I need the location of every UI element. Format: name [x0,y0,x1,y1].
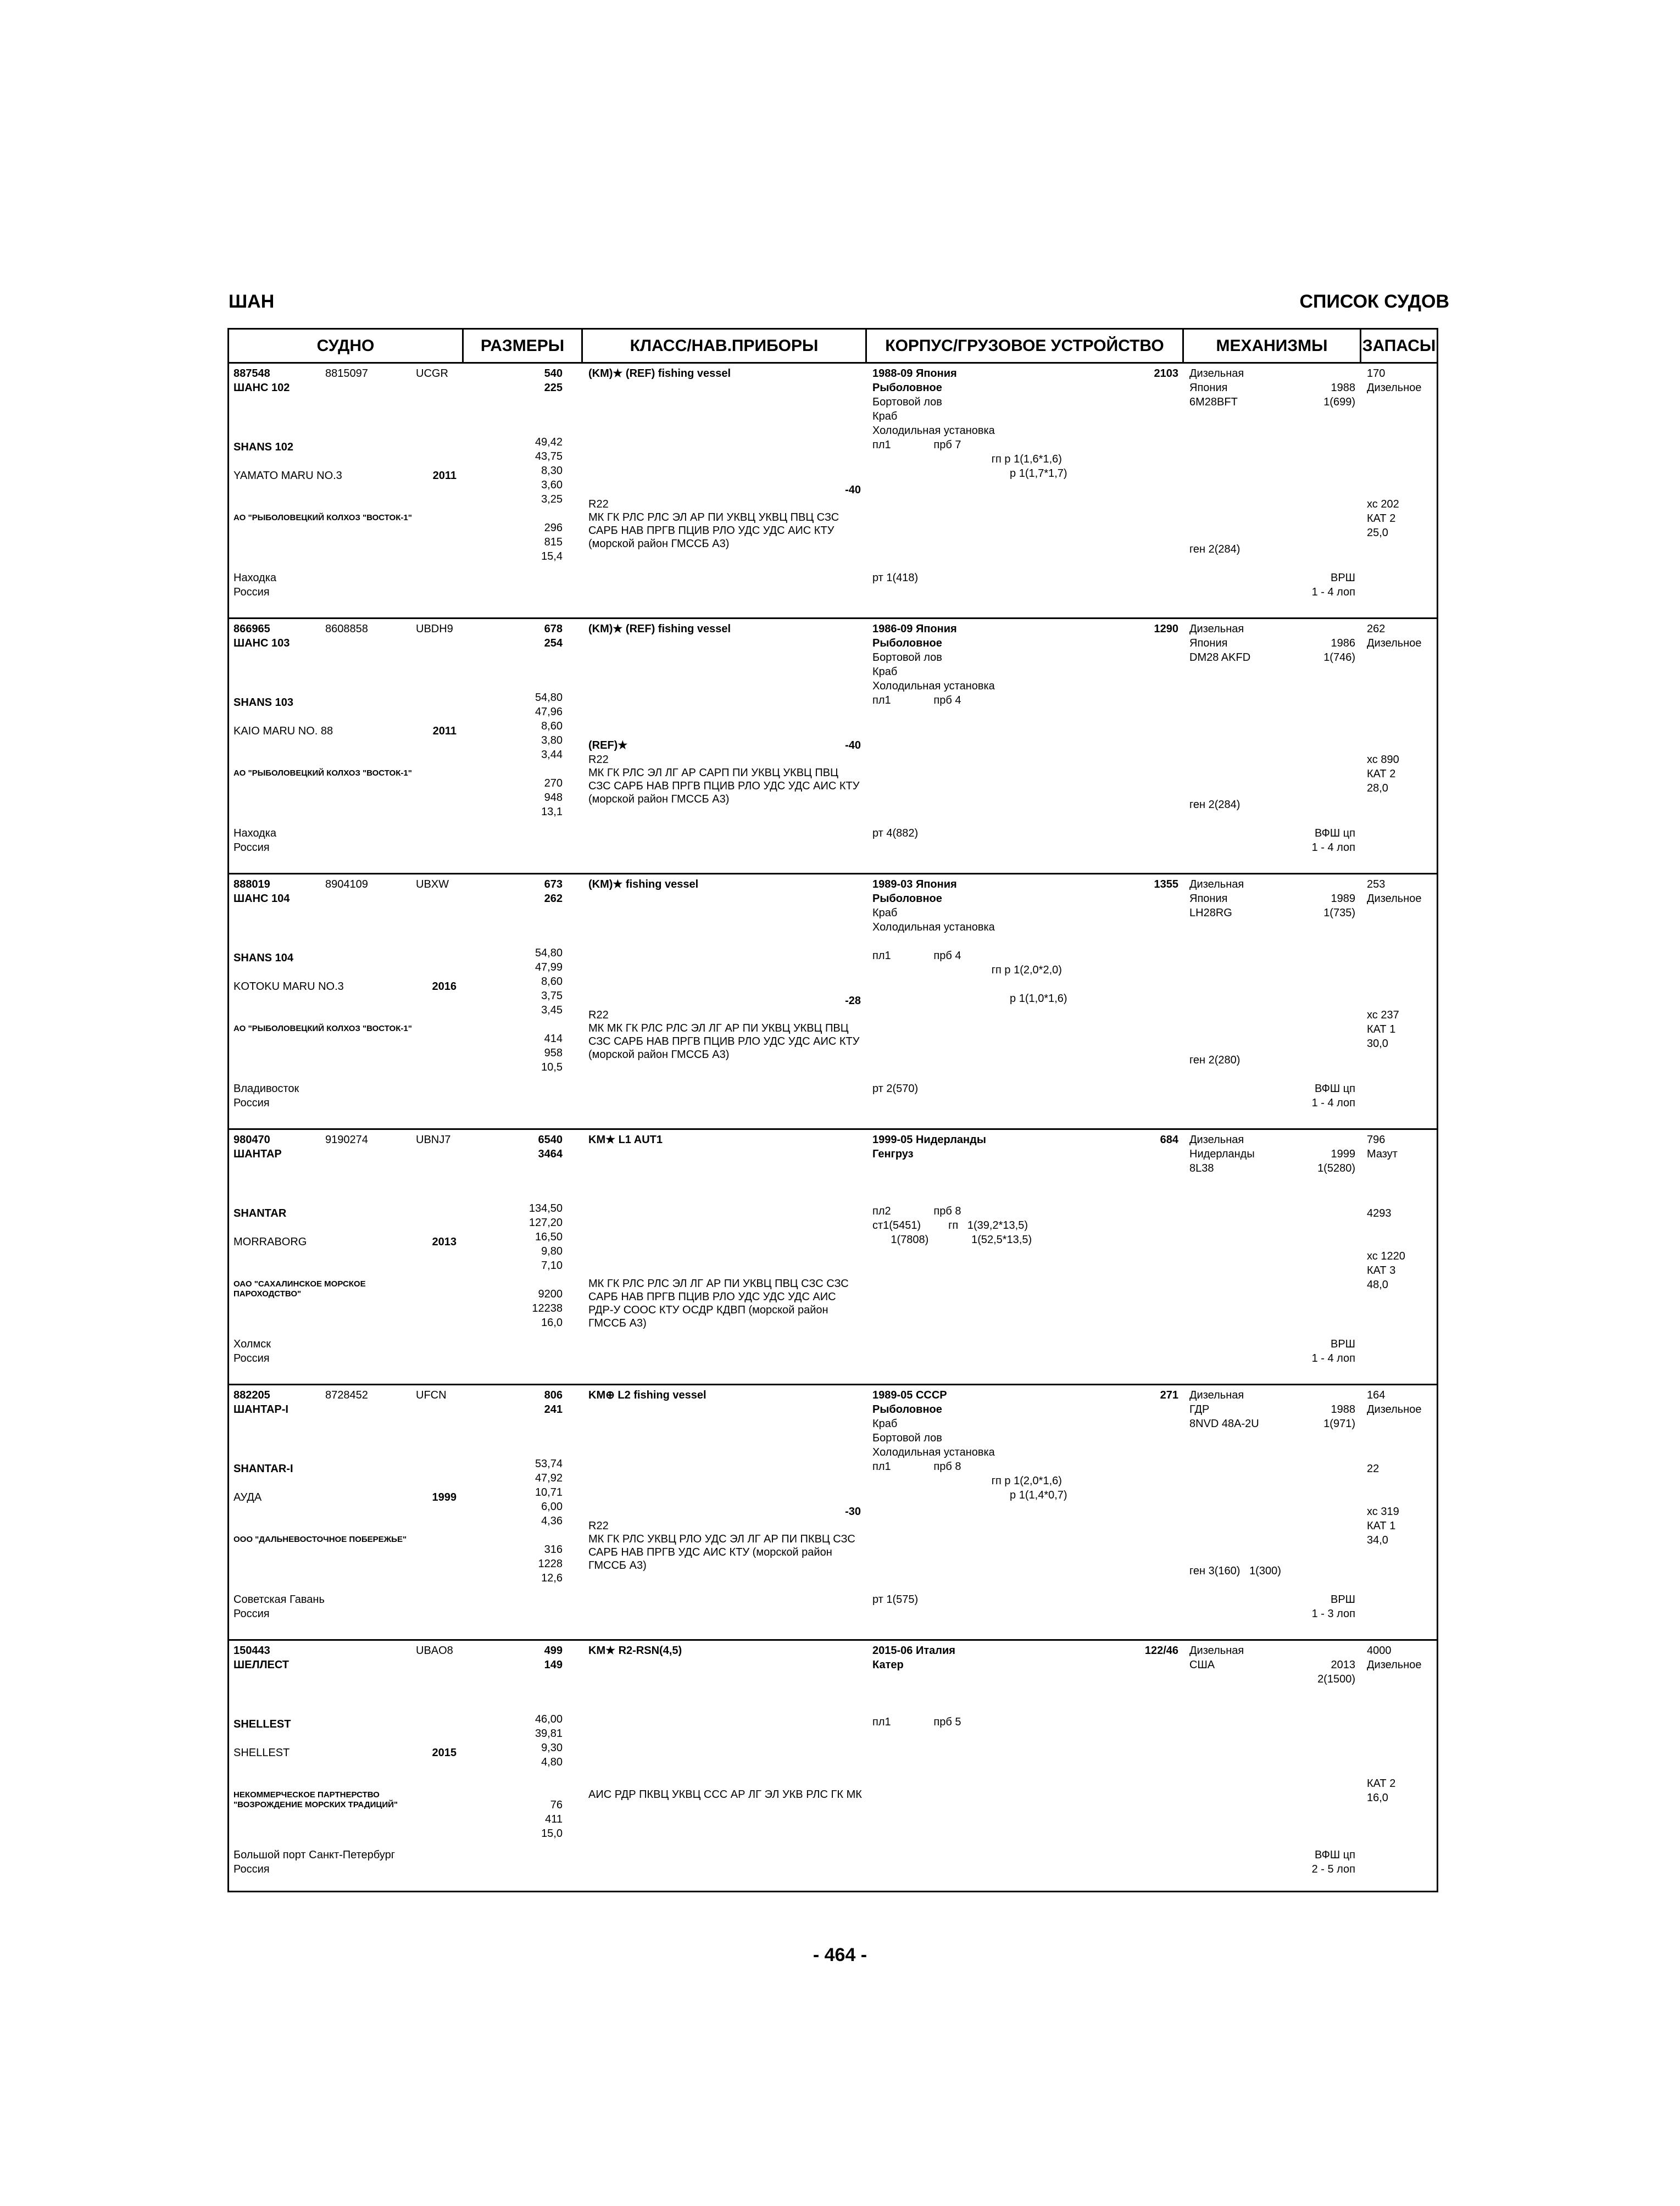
dimension-value: 414 [544,1033,563,1045]
dimension-value: 8,60 [541,976,563,988]
page-header-left: ШАН [229,291,275,312]
fuel-type: Мазут [1367,1148,1398,1160]
engine-line: Япония [1189,382,1228,394]
cargo-gear-line: р 1(1,0*1,6) [872,993,1067,1005]
dimension-value: 12,6 [541,1572,563,1584]
cargo-gear-line: пл1 прб 5 [872,1716,961,1728]
fuel-capacity: 262 [1367,623,1386,635]
call-sign: UBAO8 [416,1645,453,1657]
hull-type-line: Краб [872,1418,898,1430]
stores-line: КАТ 1 [1367,1023,1396,1035]
cargo-gear-line: ст1(5451) гп 1(39,2*13,5) [872,1219,1028,1232]
fuel-type: Дизельное [1367,382,1422,394]
net-tonnage: 254 [544,637,563,649]
vessel-latin-name: SHANS 103 [233,697,293,709]
design-temperature: -40 [845,739,861,751]
propeller-blades: 1 - 3 лоп [1311,1608,1355,1620]
propeller-blades: 1 - 4 лоп [1311,1097,1355,1109]
former-name: YAMATO MARU NO.3 [233,470,342,482]
ice-class: R22 [588,754,609,766]
dimension-value: 47,99 [535,961,563,973]
gross-tonnage: 678 [544,623,563,635]
imo-number: 8728452 [325,1389,368,1401]
dimension-value: 270 [544,777,563,789]
vessel-record [229,619,1437,874]
flag-country: Россия [233,842,270,854]
vessel-latin-name: SHANTAR-I [233,1463,293,1475]
propeller-blades: 2 - 5 лоп [1311,1863,1355,1875]
column-header-hull: КОРПУС/ГРУЗОВОЕ УСТРОЙСТВО [867,330,1184,364]
hull-code: 2103 [1154,367,1178,380]
propeller-type: ВРШ [1330,1338,1355,1350]
reefer-capacity: рт 1(418) [872,572,919,584]
generators: ген 2(284) [1189,543,1240,555]
dimension-value: 76 [550,1799,563,1811]
engine-power: 1(746) [1323,651,1355,664]
ship-register-table [227,328,1438,1892]
hull-type-line: Холодильная установка [872,1446,995,1458]
design-temperature: -30 [845,1506,861,1518]
stores-line: 34,0 [1367,1534,1388,1546]
build-year: 2016 [432,981,457,993]
hull-type-line: Генгруз [872,1148,914,1160]
hull-type-line: Рыболовное [872,637,942,649]
page-header-right: СПИСОК СУДОВ [1299,291,1449,312]
engine-year: 1986 [1331,637,1355,649]
stores-line: 16,0 [1367,1792,1388,1804]
class-notation: KM★ R2-RSN(4,5) [588,1645,682,1657]
reg-number: 866965 [233,623,270,635]
class-notation: (KM)★ (REF) fishing vessel [588,623,731,635]
propeller-blades: 1 - 4 лоп [1311,1352,1355,1364]
dimension-value: 8,30 [541,465,563,477]
generators: ген 2(284) [1189,799,1240,811]
cargo-gear-line: гп р 1(1,6*1,6) [872,453,1062,465]
reg-number: 882205 [233,1389,270,1401]
gross-tonnage: 540 [544,367,563,380]
flag-country: Россия [233,1863,270,1875]
dimension-values [464,1712,563,1841]
cargo-gear-line: пл1 прб 7 [872,439,961,451]
propeller-type: ВРШ [1330,572,1355,584]
call-sign: UBDH9 [416,623,453,635]
propeller-blades: 1 - 4 лоп [1311,586,1355,598]
reg-number: 888019 [233,878,270,890]
dimension-value [464,1784,563,1798]
build-year: 2015 [432,1747,457,1759]
hull-type-line: Бортовой лов [872,396,942,408]
dimension-value: 958 [544,1047,563,1059]
dimension-value: 15,4 [541,550,563,562]
build-date-country: 1988-09 Япония [872,367,957,380]
build-date-country: 1999-05 Нидерланды [872,1134,986,1146]
cargo-gear-line: пл1 прб 4 [872,950,961,962]
stores-line: хс 202 [1367,498,1399,510]
dimension-values [464,1201,563,1330]
generators: ген 3(160) 1(300) [1189,1565,1281,1577]
dimension-value [464,506,563,521]
generators: ген 2(280) [1189,1054,1240,1066]
ice-class: R22 [588,1520,609,1532]
dimension-value [464,1273,563,1287]
fuel-capacity: 170 [1367,367,1386,380]
owner-name: АО "РЫБОЛОВЕЦКИЙ КОЛХОЗ "ВОСТОК-1" [233,513,412,522]
dimension-value: 16,50 [535,1231,563,1243]
fuel-capacity: 253 [1367,878,1386,890]
ice-class: R22 [588,1009,609,1021]
cargo-gear-line: гп р 1(2,0*1,6) [872,1475,1062,1487]
dimension-value: 9,80 [541,1245,563,1257]
dimension-value: 46,00 [535,1713,563,1725]
engine-year: 1999 [1331,1148,1355,1160]
vessel-record [229,1641,1437,1896]
build-year: 2011 [432,725,457,737]
dimension-values [464,435,563,564]
reefer-capacity: рт 4(882) [872,827,919,839]
owner-name: ОАО "САХАЛИНСКОЕ МОРСКОЕ ПАРОХОДСТВО" [233,1279,366,1299]
dimension-value: 6,00 [541,1501,563,1513]
stores-line: КАТ 3 [1367,1264,1396,1277]
former-name: АУДА [233,1491,262,1503]
stores-line: 4293 [1367,1207,1392,1219]
vessel-record [229,364,1437,619]
navigation-equipment: МК ГК РЛС РЛС ЭЛ ЛГ АР ПИ УКВЦ ПВЦ СЗС СЗС САРБ НАВ ПРГВ ПЦИВ РЛО УДС УДС УДС АИС РДР-У СООС КТУ ОСДР КДВП (морской район ГМССБ А3) [588,1278,849,1329]
engine-line: Япония [1189,637,1228,649]
dimension-value: 3,80 [541,734,563,747]
vessel-latin-name: SHANTAR [233,1207,287,1219]
dimension-values [464,1457,563,1585]
dimension-value: 47,96 [535,706,563,718]
vessel-name: ШАНС 103 [233,637,290,649]
dimension-value: 4,36 [541,1515,563,1527]
reefer-capacity: рт 1(575) [872,1594,919,1606]
gross-tonnage: 6540 [538,1134,563,1146]
build-year: 2013 [432,1236,457,1248]
stores-line: КАТ 2 [1367,768,1396,780]
build-date-country: 1986-09 Япония [872,623,957,635]
design-temperature: -28 [845,995,861,1007]
imo-number: 9190274 [325,1134,368,1146]
vessel-latin-name: SHANS 102 [233,441,293,453]
cargo-gear-line: р 1(1,4*0,7) [872,1489,1067,1501]
hull-type-line: Холодильная установка [872,921,995,933]
dimension-value: 411 [545,1813,563,1825]
dimension-value: 296 [544,522,563,534]
dimension-value: 134,50 [529,1202,563,1215]
dimension-value: 4,80 [541,1756,563,1768]
hull-type-line: Холодильная установка [872,680,995,692]
dimension-value: 54,80 [535,947,563,959]
dimension-value [464,762,563,776]
cargo-gear-line: пл2 прб 8 [872,1205,961,1217]
dimension-value: 53,74 [535,1458,563,1470]
vessel-name: ШАНТАР-I [233,1403,288,1416]
dimension-value: 3,60 [541,479,563,491]
engine-line: Дизельная [1189,367,1244,380]
propeller-type: ВФШ цп [1314,827,1355,839]
home-port: Холмск [233,1338,271,1350]
propeller-type: ВФШ цп [1314,1849,1355,1861]
former-name: KOTOKU MARU NO.3 [233,981,344,993]
hull-type-line: Краб [872,907,898,919]
engine-power: 2(1500) [1317,1673,1355,1685]
class-notation: KM★ L1 AUT1 [588,1134,663,1146]
vessel-name: ШЕЛЛЕСТ [233,1659,290,1671]
column-header-dimensions: РАЗМЕРЫ [464,330,583,364]
vessel-name: ШАНС 104 [233,893,290,905]
fuel-type: Дизельное [1367,1659,1422,1671]
stores-line: хс 237 [1367,1009,1399,1021]
fuel-type: Дизельное [1367,893,1422,905]
stores-line: хс 319 [1367,1506,1399,1518]
engine-line: 6M28BFT [1189,396,1238,408]
dimension-value: 10,71 [535,1486,563,1498]
hull-type-line: Рыболовное [872,1403,942,1416]
flag-country: Россия [233,586,270,598]
dimension-values [464,690,563,819]
flag-country: Россия [233,1097,270,1109]
class-notation: (KM)★ (REF) fishing vessel [588,367,731,380]
call-sign: UBNJ7 [416,1134,451,1146]
engine-line: DM28 AKFD [1189,651,1251,664]
owner-name: АО "РЫБОЛОВЕЦКИЙ КОЛХОЗ "ВОСТОК-1" [233,1024,412,1033]
hull-type-line: Рыболовное [872,893,942,905]
cargo-gear-line: пл1 прб 8 [872,1461,961,1473]
engine-line: Нидерланды [1189,1148,1255,1160]
page-number: - 464 - [813,1945,867,1965]
owner-name: НЕКОММЕРЧЕСКОЕ ПАРТНЕРСТВО "ВОЗРОЖДЕНИЕ МОРСКИХ ТРАДИЦИЙ" [233,1790,398,1809]
imo-number: 8608858 [325,623,368,635]
engine-line: LH28RG [1189,907,1232,919]
dimension-value: 127,20 [529,1217,563,1229]
fuel-capacity: 4000 [1367,1645,1392,1657]
hull-type-line: Краб [872,410,898,422]
design-temperature: -40 [845,484,861,496]
dimension-value [464,1769,563,1784]
net-tonnage: 241 [544,1403,563,1416]
former-name: SHELLEST [233,1747,290,1759]
engine-line: Дизельная [1189,1389,1244,1401]
stores-line: 22 [1367,1463,1379,1475]
engine-year: 1988 [1331,1403,1355,1416]
class-notation-secondary: (REF)★ [588,739,628,751]
home-port: Находка [233,827,277,839]
dimension-values [464,946,563,1074]
gross-tonnage: 806 [544,1389,563,1401]
gross-tonnage: 673 [544,878,563,890]
imo-number: 8904109 [325,878,368,890]
column-header-machinery: МЕХАНИЗМЫ [1184,330,1361,364]
stores-line: 30,0 [1367,1038,1388,1050]
stores-line: КАТ 1 [1367,1520,1396,1532]
propeller-type: ВФШ цп [1314,1083,1355,1095]
former-name: KAIO MARU NO. 88 [233,725,333,737]
hull-code: 271 [1160,1389,1178,1401]
engine-power: 1(735) [1323,907,1355,919]
navigation-equipment: МК ГК РЛС ЭЛ ЛГ АР САРП ПИ УКВЦ УКВЦ ПВЦ СЗС САРБ НАВ ПРГВ ПЦИВ РЛО УДС УДС АИС КТУ (морской район ГМССБ А3) [588,767,860,805]
dimension-value: 39,81 [535,1728,563,1740]
home-port: Советская Гавань [233,1594,325,1606]
hull-type-line: Краб [872,666,898,678]
stores-line: КАТ 2 [1367,512,1396,525]
hull-type-line: Бортовой лов [872,1432,942,1444]
engine-year: 1988 [1331,382,1355,394]
hull-code: 122/46 [1144,1645,1178,1657]
hull-type-line: Катер [872,1659,904,1671]
propeller-type: ВРШ [1330,1594,1355,1606]
net-tonnage: 149 [544,1659,563,1671]
flag-country: Россия [233,1352,270,1364]
dimension-value: 8,60 [541,720,563,732]
vessel-name: ШАНС 102 [233,382,290,394]
ice-class: R22 [588,498,609,510]
engine-power: 1(5280) [1317,1162,1355,1174]
hull-code: 1355 [1154,878,1178,890]
build-date-country: 1989-05 СССР [872,1389,947,1401]
vessel-latin-name: SHELLEST [233,1718,291,1730]
dimension-value: 13,1 [541,806,563,818]
stores-line: хс 1220 [1367,1250,1405,1262]
stores-line: КАТ 2 [1367,1778,1396,1790]
imo-number: 8815097 [325,367,368,380]
dimension-value: 316 [544,1544,563,1556]
cargo-gear-line: р 1(1,7*1,7) [872,467,1067,480]
engine-year: 2013 [1331,1659,1355,1671]
reefer-capacity: рт 2(570) [872,1083,919,1095]
dimension-value: 948 [544,792,563,804]
navigation-equipment: МК МК ГК РЛС РЛС ЭЛ ЛГ АР ПИ УКВЦ УКВЦ ПВЦ СЗС САРБ НАВ ПРГВ ПЦИВ РЛО УДС УДС АИС КТУ (морской район ГМССБ А3) [588,1022,860,1061]
call-sign: UFCN [416,1389,447,1401]
build-date-country: 1989-03 Япония [872,878,957,890]
build-year: 1999 [432,1491,457,1503]
dimension-value [464,1017,563,1032]
home-port: Владивосток [233,1083,299,1095]
class-notation: (KM)★ fishing vessel [588,878,699,890]
gross-tonnage: 499 [544,1645,563,1657]
stores-line: хс 890 [1367,754,1399,766]
engine-power: 1(699) [1323,396,1355,408]
stores-line: 25,0 [1367,527,1388,539]
reg-number: 150443 [233,1645,270,1657]
vessel-record [229,1130,1437,1385]
vessel-record [229,874,1437,1130]
home-port: Большой порт Санкт-Петербург [233,1849,396,1861]
dimension-value: 3,45 [541,1004,563,1016]
engine-line: Дизельная [1189,878,1244,890]
engine-line: Япония [1189,893,1228,905]
dimension-value: 49,42 [535,436,563,448]
column-header-stores: ЗАПАСЫ [1361,330,1437,364]
dimension-value: 12238 [532,1302,563,1314]
dimension-value: 47,92 [535,1472,563,1484]
navigation-equipment: АИС РДР ПКВЦ УКВЦ ССС АР ЛГ ЭЛ УКВ РЛС ГК МК [588,1789,862,1801]
dimension-value: 16,0 [541,1317,563,1329]
net-tonnage: 225 [544,382,563,394]
build-year: 2011 [432,470,457,482]
vessel-name: ШАНТАР [233,1148,282,1160]
cargo-gear-line: 1(7808) 1(52,5*13,5) [872,1234,1032,1246]
dimension-value: 10,5 [541,1061,563,1073]
dimension-value: 9200 [538,1288,563,1300]
owner-name: АО "РЫБОЛОВЕЦКИЙ КОЛХОЗ "ВОСТОК-1" [233,768,412,778]
hull-type-line: Рыболовное [872,382,942,394]
net-tonnage: 262 [544,893,563,905]
engine-line: Дизельная [1189,1134,1244,1146]
engine-line: Дизельная [1189,1645,1244,1657]
class-notation: KM⊕ L2 fishing vessel [588,1389,707,1401]
dimension-value: 3,25 [541,493,563,505]
call-sign: UCGR [416,367,448,380]
flag-country: Россия [233,1608,270,1620]
net-tonnage: 3464 [538,1148,563,1160]
engine-year: 1989 [1331,893,1355,905]
engine-power: 1(971) [1323,1418,1355,1430]
dimension-value: 15,0 [541,1828,563,1840]
dimension-value: 1228 [538,1558,563,1570]
call-sign: UBXW [416,878,449,890]
engine-line: 8NVD 48A-2U [1189,1418,1259,1430]
column-header-vessel: СУДНО [229,330,464,364]
propeller-blades: 1 - 4 лоп [1311,842,1355,854]
column-header-class: КЛАСС/НАВ.ПРИБОРЫ [583,330,867,364]
engine-line: ГДР [1189,1403,1210,1416]
dimension-value [464,1528,563,1542]
stores-line: 48,0 [1367,1279,1388,1291]
dimension-value: 54,80 [535,692,563,704]
hull-code: 1290 [1154,623,1178,635]
dimension-value: 3,44 [541,749,563,761]
cargo-gear-line: гп р 1(2,0*2,0) [872,964,1062,976]
reg-number: 887548 [233,367,270,380]
hull-type-line: Холодильная установка [872,425,995,437]
hull-code: 684 [1160,1134,1178,1146]
dimension-value: 9,30 [541,1742,563,1754]
hull-type-line: Бортовой лов [872,651,942,664]
navigation-equipment: МК ГК РЛС УКВЦ РЛО УДС ЭЛ ЛГ АР ПИ ПКВЦ СЗС САРБ НАВ ПРГВ УДС АИС КТУ (морской район ГМССБ А3) [588,1533,855,1572]
engine-line: 8L38 [1189,1162,1214,1174]
dimension-value: 3,75 [541,990,563,1002]
vessel-record [229,1385,1437,1641]
dimension-value: 815 [544,536,563,548]
fuel-capacity: 164 [1367,1389,1386,1401]
navigation-equipment: МК ГК РЛС РЛС ЭЛ АР ПИ УКВЦ УКВЦ ПВЦ СЗС САРБ НАВ ПРГВ ПЦИВ РЛО УДС УДС АИС КТУ (морской район ГМССБ А3) [588,511,839,550]
vessel-latin-name: SHANS 104 [233,952,293,964]
engine-line: США [1189,1659,1215,1671]
former-name: MORRABORG [233,1236,307,1248]
owner-name: ООО "ДАЛЬНЕВОСТОЧНОЕ ПОБЕРЕЖЬЕ" [233,1535,407,1544]
reg-number: 980470 [233,1134,270,1146]
engine-line: Дизельная [1189,623,1244,635]
fuel-capacity: 796 [1367,1134,1386,1146]
home-port: Находка [233,572,277,584]
build-date-country: 2015-06 Италия [872,1645,955,1657]
fuel-type: Дизельное [1367,637,1422,649]
dimension-value: 7,10 [541,1260,563,1272]
fuel-type: Дизельное [1367,1403,1422,1416]
stores-line: 28,0 [1367,782,1388,794]
dimension-value: 43,75 [535,450,563,463]
cargo-gear-line: пл1 прб 4 [872,694,961,706]
